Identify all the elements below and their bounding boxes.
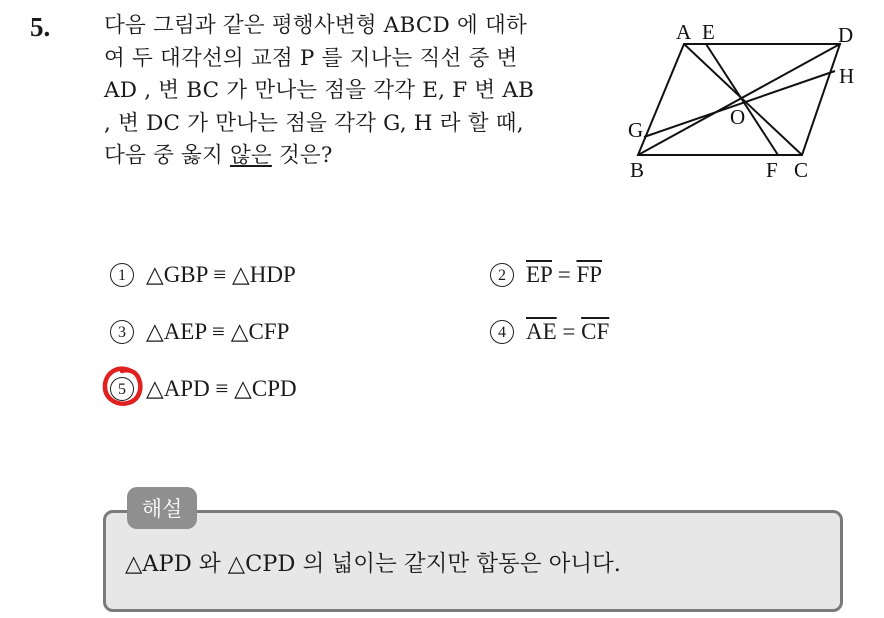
- choice-5[interactable]: [110, 376, 297, 402]
- choice-text: △APD ≡ △CPD: [146, 376, 297, 401]
- explanation-text: △APD 와 △CPD 의 넓이는 같지만 합동은 아니다.: [125, 551, 621, 577]
- choice-1[interactable]: [110, 262, 296, 288]
- underlined-word: 않은: [229, 143, 272, 168]
- diagonal-bd: [638, 44, 840, 155]
- label-f: F: [766, 158, 778, 182]
- choice-number: 1: [110, 263, 134, 287]
- choice-number: 3: [110, 320, 134, 344]
- equals-sign: =: [552, 262, 577, 287]
- choice-2[interactable]: [490, 262, 602, 288]
- segment-ep: $\overline{EP}$: [526, 262, 552, 287]
- question-text: [104, 10, 609, 173]
- segment-cf: $\overline{CF}$: [581, 319, 610, 344]
- choice-number: 4: [490, 320, 514, 344]
- label-g: G: [628, 118, 644, 142]
- question-number: 5.: [30, 12, 51, 42]
- label-o: O: [730, 105, 746, 129]
- segment-fp: $\overline{FP}$: [576, 262, 603, 287]
- choice-text: △AEP ≡ △CFP: [146, 319, 290, 344]
- question-line: 여 두 대각선의 교점 P 를 지나는 직선 중 변: [104, 45, 518, 71]
- explanation-tag: 해설: [127, 487, 197, 529]
- question-line-part: 것은?: [271, 143, 333, 168]
- equals-sign: =: [556, 319, 582, 344]
- segment-ae: $\overline{AE}$: [526, 319, 557, 344]
- label-d: D: [838, 23, 854, 47]
- line-ef: [706, 44, 778, 155]
- question-line-part: 다음 중 옳지: [104, 143, 230, 168]
- parallelogram-figure: [620, 14, 870, 189]
- label-c: C: [794, 158, 809, 182]
- choice-number: 5: [110, 377, 134, 401]
- label-a: A: [676, 20, 692, 44]
- label-e: E: [702, 20, 715, 44]
- choice-text: △GBP ≡ △HDP: [146, 262, 296, 287]
- choice-number: 2: [490, 263, 514, 287]
- question-line: AD , 변 BC 가 만나는 점을 각각 E, F 변 AB: [104, 78, 535, 103]
- question-line: , 변 DC 가 만나는 점을 각각 G, H 라 할 때,: [104, 110, 524, 136]
- choice-4[interactable]: [490, 319, 609, 345]
- label-b: B: [630, 158, 645, 182]
- choice-3[interactable]: [110, 319, 289, 345]
- question-line: [104, 140, 609, 173]
- label-h: H: [839, 64, 855, 88]
- question-line: 다음 그림과 같은 평행사변형 ABCD 에 대하: [104, 13, 527, 38]
